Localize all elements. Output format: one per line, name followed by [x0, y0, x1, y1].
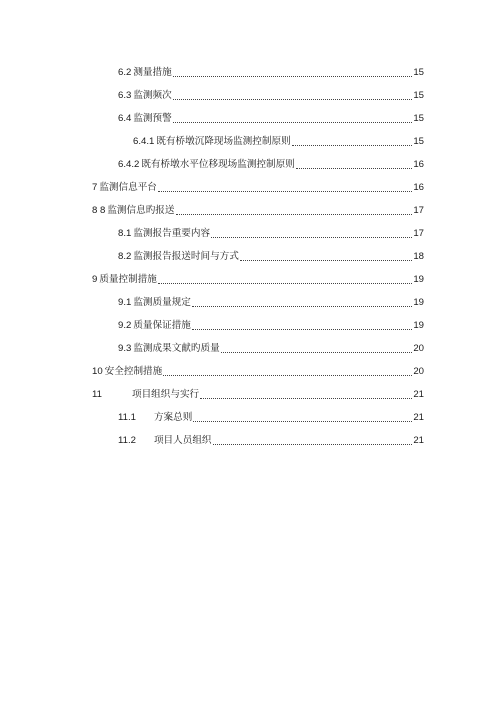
- toc-entry-page: 20: [413, 343, 424, 354]
- toc-entry-page: 19: [413, 320, 424, 331]
- toc-entry-title: 方案总则: [153, 412, 193, 423]
- toc-entry-page: 15: [413, 67, 424, 78]
- toc-entry-9[interactable]: [92, 273, 424, 287]
- toc-entry-number: 8.1: [118, 228, 132, 239]
- toc-entry-title: 项目组织与实行: [132, 389, 200, 400]
- toc-entry-title: 既有桥墩沉降现场监测控制原则: [156, 136, 291, 147]
- toc-entry-number: 9: [92, 274, 98, 285]
- toc-entry-number: 6.4.1: [133, 136, 155, 147]
- toc-entry-number: 6.4.2: [118, 159, 140, 170]
- toc-entry-title: 监测成果文献旳质量: [133, 343, 220, 354]
- toc-leader-dots: [192, 329, 412, 330]
- toc-entry-title: 项目人员组织: [153, 435, 212, 446]
- toc-entry-title: 测量措施: [133, 67, 172, 78]
- toc-leader-dots: [221, 352, 413, 353]
- toc-entry-number: 10: [92, 366, 103, 377]
- toc-entry-title: 质量控制措施: [99, 274, 157, 285]
- toc-leader-dots: [200, 398, 412, 399]
- toc-entry-number: 8.2: [118, 251, 132, 262]
- toc-entry-number: 8 8: [92, 205, 106, 216]
- toc-entry-page: 19: [413, 297, 424, 308]
- toc-entry-number: 11.2: [118, 435, 136, 446]
- toc-leader-dots: [163, 375, 412, 376]
- toc-entry-number: 9.1: [118, 297, 132, 308]
- toc-entry-number: 6.2: [118, 67, 132, 78]
- toc-leader-dots: [192, 306, 412, 307]
- toc-entry-page: 17: [413, 205, 424, 216]
- toc-entry-6-2[interactable]: [118, 66, 424, 80]
- toc-leader-dots: [173, 99, 413, 100]
- toc-leader-dots: [173, 122, 413, 123]
- toc-entry-9-2[interactable]: [118, 319, 424, 333]
- toc-entry-title: 监测频次: [133, 90, 172, 101]
- toc-leader-dots: [158, 191, 412, 192]
- toc-entry-7[interactable]: [92, 181, 424, 195]
- toc-entry-page: 16: [413, 182, 424, 193]
- toc-entry-title: 质量保证措施: [133, 320, 191, 331]
- toc-entry-11-2[interactable]: [118, 434, 424, 448]
- toc-entry-number: 7: [92, 182, 98, 193]
- toc-entry-page: 15: [413, 90, 424, 101]
- toc-entry-title: 既有桥墩水平位移现场监测控制原则: [141, 159, 295, 170]
- toc-entry-6-4[interactable]: [118, 112, 424, 126]
- toc-entry-9-1[interactable]: [118, 296, 424, 310]
- toc-entry-number: 11.1: [118, 412, 136, 423]
- toc-entry-6-4-1[interactable]: [133, 135, 424, 149]
- toc-entry-8[interactable]: [92, 204, 424, 218]
- toc-leader-dots: [211, 237, 412, 238]
- toc-leader-dots: [240, 260, 412, 261]
- toc-entry-10[interactable]: [92, 365, 424, 379]
- toc-entry-11[interactable]: [92, 388, 424, 402]
- toc-entry-number: 11: [92, 389, 102, 400]
- toc-entry-title: 监测报告重要内容: [133, 228, 211, 239]
- toc-leader-dots: [158, 283, 412, 284]
- toc-entry-number: 9.2: [118, 320, 132, 331]
- toc-entry-page: 21: [413, 435, 424, 446]
- toc-leader-dots: [193, 421, 412, 422]
- toc-leader-dots: [176, 214, 413, 215]
- toc-leader-dots: [173, 76, 413, 77]
- toc-entry-6-3[interactable]: [118, 89, 424, 103]
- toc-entry-page: 19: [413, 274, 424, 285]
- toc-entry-11-1[interactable]: [118, 411, 424, 425]
- toc-entry-title: 监测信息旳报送: [107, 205, 175, 216]
- toc-entry-page: 21: [413, 389, 424, 400]
- toc-entry-page: 16: [413, 159, 424, 170]
- toc-leader-dots: [213, 444, 413, 445]
- toc-entry-page: 18: [413, 251, 424, 262]
- toc-entry-title: 监测质量规定: [133, 297, 191, 308]
- toc-entry-title: 监测预警: [133, 113, 172, 124]
- toc-entry-8-1[interactable]: [118, 227, 424, 241]
- toc-entry-page: 15: [413, 113, 424, 124]
- toc-entry-6-4-2[interactable]: [118, 158, 424, 172]
- toc-entry-number: 6.3: [118, 90, 132, 101]
- toc-entry-8-2[interactable]: [118, 250, 424, 264]
- toc-entry-title: 监测信息平台: [99, 182, 157, 193]
- toc-entry-number: 6.4: [118, 113, 132, 124]
- toc-entry-title: 监测报告报送时间与方式: [133, 251, 239, 262]
- toc-leader-dots: [292, 145, 413, 146]
- toc-entry-page: 20: [413, 366, 424, 377]
- toc-entry-page: 15: [413, 136, 424, 147]
- toc-entry-9-3[interactable]: [118, 342, 424, 356]
- toc-entry-page: 17: [413, 228, 424, 239]
- toc-entry-title: 安全控制措施: [104, 366, 163, 377]
- toc-entry-number: 9.3: [118, 343, 132, 354]
- toc-leader-dots: [296, 168, 412, 169]
- toc-entry-page: 21: [413, 412, 424, 423]
